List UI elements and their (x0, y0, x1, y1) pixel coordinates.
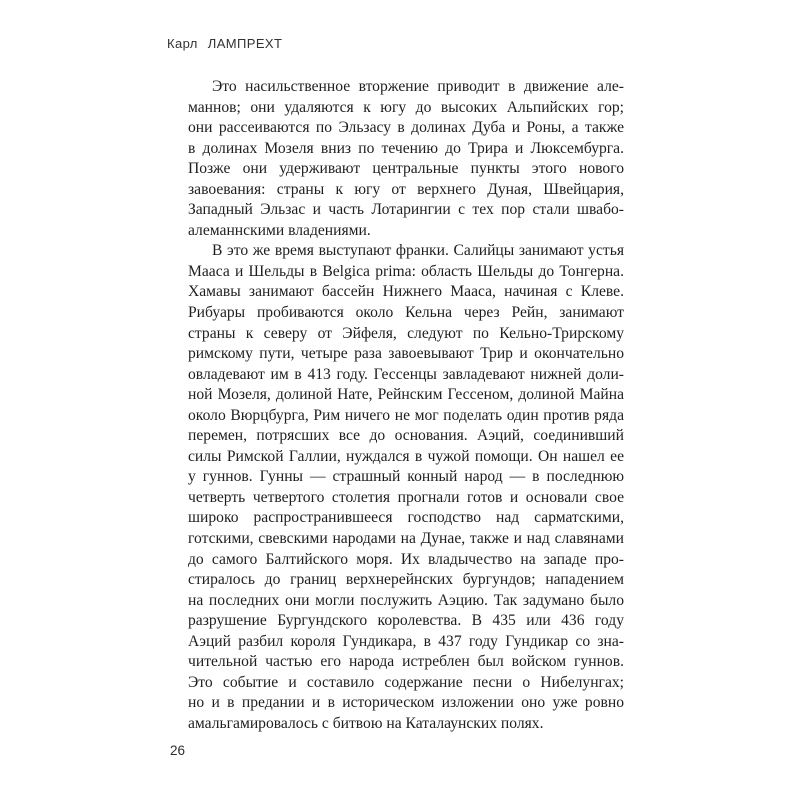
text-line: стиралось до границ верхнерейнских бургундов; нападением (188, 571, 624, 589)
text-line: Это событие и составило содержание песни о Нибелунгах; (188, 673, 624, 691)
text-line: перемен, потрясших все до основания. Аэций, соединивший (188, 427, 624, 445)
text-line: разрушение Бургундского королевства. В 435 или 436 году (188, 612, 624, 630)
text-line: алеманнскими владениями. (188, 221, 371, 239)
text-line: амальгамировалось с битвою на Каталаунских полях. (188, 714, 544, 732)
text-line: они рассеиваются по Эльзасу в долинах Дуба и Роны, а также (188, 119, 624, 137)
text-line: до самого Балтийского моря. Их владычество на западе про- (188, 550, 624, 568)
text-line: силы Римской Галлии, нуждался в чужой помощи. Он нашел ее (188, 447, 624, 465)
text-line: в долинах Мозеля вниз по течению до Трира и Люксембурга. (188, 139, 624, 157)
text-line: около Вюрцбурга, Рим ничего не мог поделать один против ряда (188, 406, 624, 424)
text-line: на последних они могли послужить Аэцию. Так задумано было (188, 591, 624, 609)
text-line: маннов; они удаляются к югу до высоких Альпийских гор; (188, 98, 624, 116)
text-line: Хамавы занимают бассейн Нижнего Мааса, начиная с Клеве. (188, 283, 624, 301)
text-line: завоевания: страны к югу от верхнего Дуная, Швейцария, (188, 180, 624, 198)
text-line: Мааса и Шельды в Belgica prima: область Шельды до Тонгерна. (188, 262, 624, 280)
text-line: В это же время выступают франки. Салийцы занимают устья (212, 242, 624, 260)
body-text (188, 77, 624, 735)
text-line: Позже они удерживают центральные пункты этого нового (188, 160, 624, 178)
text-line: чительной частью его народа истреблен был войском гуннов. (188, 653, 624, 671)
text-line: овладевают им в 413 году. Гессенцы завладевают нижней доли- (188, 365, 624, 383)
text-line: широко распространившееся господство над сарматскими, (188, 509, 624, 527)
text-line: римскому пути, четыре раза завоевывают Трир и окончательно (188, 345, 624, 363)
text-line: четверть четвертого столетия прогнали готов и основали свое (188, 488, 624, 506)
text-line: но и в предании и в историческом изложении оно уже ровно (188, 694, 624, 712)
text-line: страны к северу от Эйфеля, следуют по Кельно-Трирскому (188, 324, 624, 342)
running-header: Карл ЛАМПРЕХТ (167, 36, 283, 51)
text-line: Западный Эльзас и часть Лотарингии с тех пор стали швабо- (188, 201, 624, 219)
text-line: Рибуары пробиваются около Кельна через Рейн, занимают (188, 304, 624, 322)
text-line: Это насильственное вторжение приводит в движение але- (212, 78, 624, 95)
text-line: готскими, свевскими народами на Дунае, также и над славянами (188, 530, 624, 548)
paragraph (188, 241, 624, 734)
text-line: ной Мозеля, долиной Нате, Рейнским Гессеном, долиной Майна (188, 386, 624, 404)
page-number: 26 (170, 743, 186, 758)
text-line: у гуннов. Гунны — страшный конный народ — в последнюю (188, 468, 624, 486)
text-line: Аэций разбил короля Гундикара, в 437 году Гундикар со зна- (188, 632, 624, 650)
paragraph (188, 77, 624, 241)
